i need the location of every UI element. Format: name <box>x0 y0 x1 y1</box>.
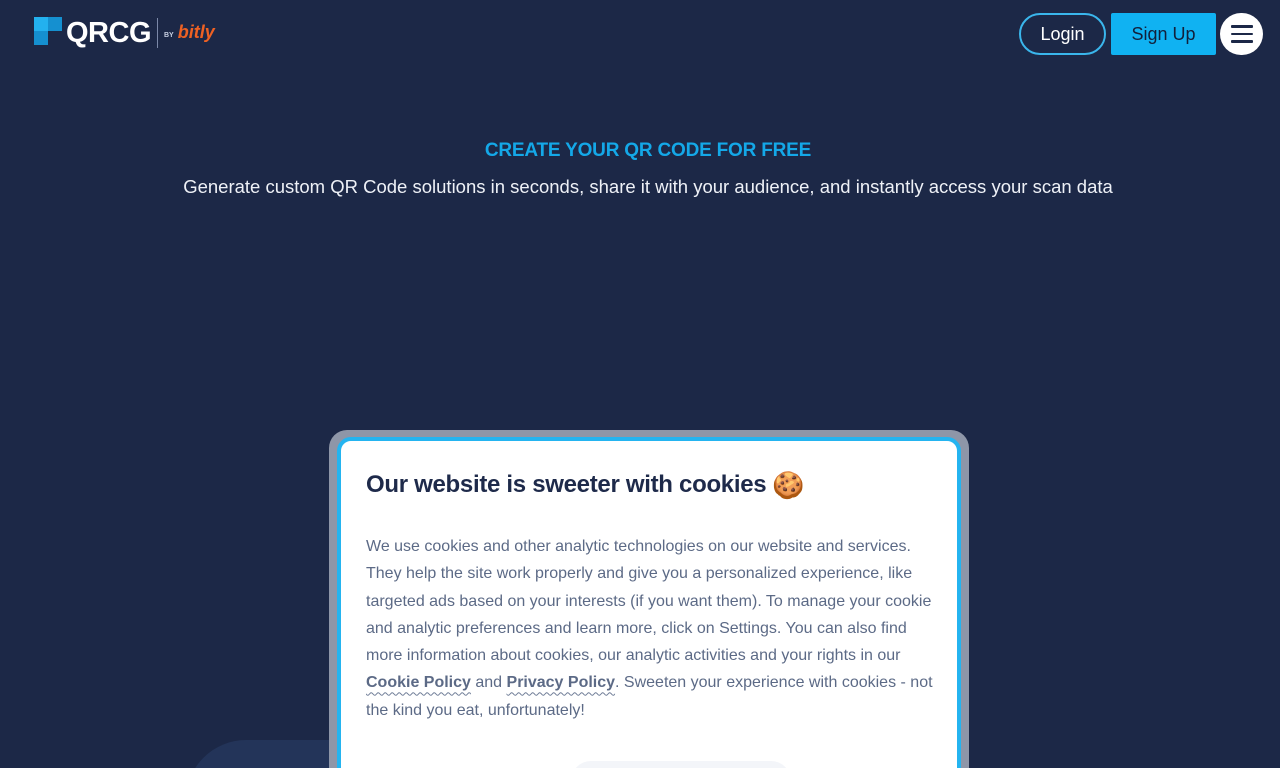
bitly-logo-text: bitly <box>177 21 215 42</box>
hamburger-menu-button[interactable] <box>1220 13 1263 55</box>
logo-by-text: BY <box>164 31 174 39</box>
login-button[interactable]: Login <box>1019 13 1106 55</box>
qrcg-logo[interactable] <box>34 16 215 50</box>
hamburger-icon <box>1231 25 1253 28</box>
cookie-modal-description <box>366 533 936 724</box>
cookie-modal-title-text: Our website is sweeter with cookies <box>366 471 767 498</box>
privacy-policy-link[interactable]: Privacy Policy <box>506 674 616 692</box>
site-header <box>0 0 1280 68</box>
hero-title: CREATE YOUR QR CODE FOR FREE <box>484 140 812 161</box>
and-text: and <box>470 674 507 692</box>
logo-text: QRCG <box>66 17 151 49</box>
cookie-modal-title <box>366 471 804 499</box>
signup-button[interactable]: Sign Up <box>1111 13 1216 55</box>
qrcg-logo-icon <box>34 16 62 50</box>
hero-subtitle: Generate custom QR Code solutions in seconds, share it with your audience, and instantly access your scan data <box>183 176 1113 197</box>
logo-divider <box>157 18 158 48</box>
cookie-icon: 🍪 <box>772 470 805 500</box>
cookie-consent-modal <box>337 437 961 768</box>
cookie-text-part2: . Sweeten your experience with cookies - not the kind you eat, unfortunately! <box>366 674 933 719</box>
cookie-text-part1: We use cookies and other analytic technologies on our website and services. They help the site work properly and give you a personalized experience, like targeted ads based on your interests (if you want them). To manage your cookie and analytic preferences and learn more, click on Settings. You can also find more information about cookies, our analytic activities and your rights in our <box>366 538 932 665</box>
cookie-modal-button-partial[interactable] <box>571 761 791 768</box>
cookie-policy-link[interactable]: Cookie Policy <box>366 674 471 692</box>
